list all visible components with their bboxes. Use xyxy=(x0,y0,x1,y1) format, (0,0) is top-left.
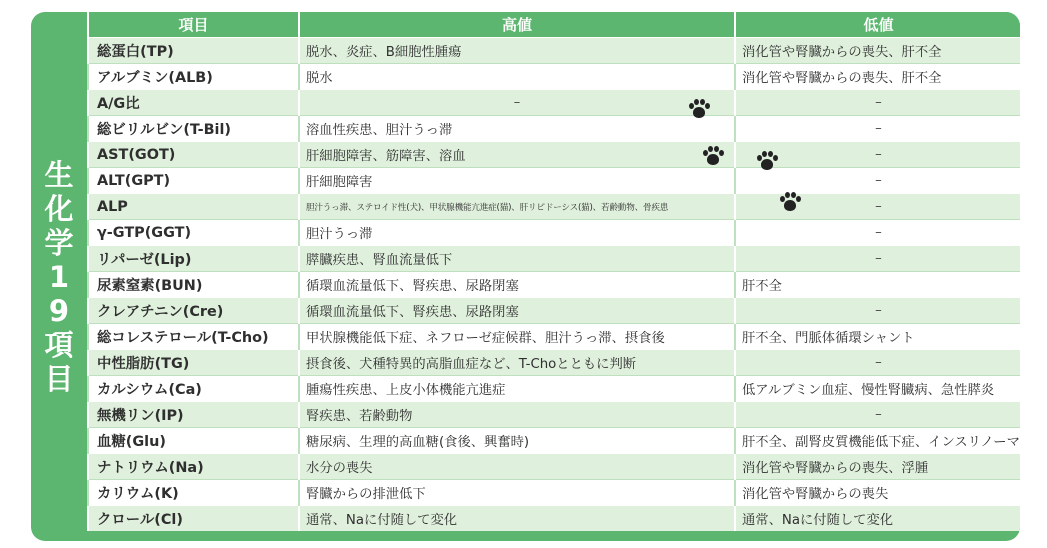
row-high-cell: 膵臓疾患、腎血流量低下 xyxy=(299,246,735,272)
paw-print-icon xyxy=(779,191,801,213)
row-low-cell: 消化管や腎臓からの喪失、浮腫 xyxy=(735,454,1020,480)
header-high: 高値 xyxy=(299,12,735,38)
table-row xyxy=(88,402,1020,428)
row-high-cell: 脱水、炎症、B細胞性腫瘍 xyxy=(299,38,735,64)
row-low-cell: 肝不全、門脈体循環シャント xyxy=(735,324,1020,350)
row-low-cell: 肝不全 xyxy=(735,272,1020,298)
table-body xyxy=(88,38,1020,532)
row-low-cell: – xyxy=(735,168,1020,194)
row-low-cell: – xyxy=(735,402,1020,428)
table-row xyxy=(88,480,1020,506)
row-item-cell: カルシウム(Ca) xyxy=(88,376,299,402)
table-row xyxy=(88,90,1020,116)
row-low-cell: 肝不全、副腎皮質機能低下症、インスリノーマ xyxy=(735,428,1020,454)
table-row xyxy=(88,142,1020,168)
row-item-cell: 尿素窒素(BUN) xyxy=(88,272,299,298)
table-row xyxy=(88,298,1020,324)
table-row xyxy=(88,168,1020,194)
row-item-cell: 中性脂肪(TG) xyxy=(88,350,299,376)
table-row xyxy=(88,246,1020,272)
table-row xyxy=(88,376,1020,402)
row-high-cell: 循環血流量低下、腎疾患、尿路閉塞 xyxy=(299,298,735,324)
row-high-cell: 肝細胞障害、筋障害、溶血 xyxy=(299,142,735,168)
row-item-cell: 総コレステロール(T-Cho) xyxy=(88,324,299,350)
row-item-cell: カリウム(K) xyxy=(88,480,299,506)
row-low-cell: 消化管や腎臓からの喪失、肝不全 xyxy=(735,64,1020,90)
row-high-cell: 肝細胞障害 xyxy=(299,168,735,194)
table-row xyxy=(88,220,1020,246)
biochem-table xyxy=(87,12,1020,531)
header-item: 項目 xyxy=(88,12,299,38)
row-low-cell: 通常、Naに付随して変化 xyxy=(735,506,1020,532)
row-high-cell: 糖尿病、生理的高血糖(食後、興奮時) xyxy=(299,428,735,454)
row-high-cell: 摂食後、犬種特異的高脂血症など、T-Choとともに判断 xyxy=(299,350,735,376)
side-header xyxy=(31,12,87,541)
row-high-cell: 通常、Naに付随して変化 xyxy=(299,506,735,532)
table-row xyxy=(88,64,1020,90)
side-title: 生化学19項目 xyxy=(44,157,74,396)
row-item-cell: 無機リン(IP) xyxy=(88,402,299,428)
row-item-cell: 総ビリルビン(T-Bil) xyxy=(88,116,299,142)
row-high-cell: 水分の喪失 xyxy=(299,454,735,480)
row-high-cell: 循環血流量低下、腎疾患、尿路閉塞 xyxy=(299,272,735,298)
table-row xyxy=(88,272,1020,298)
table-row xyxy=(88,324,1020,350)
table-row xyxy=(88,38,1020,64)
row-item-cell: 血糖(Glu) xyxy=(88,428,299,454)
row-low-cell: 消化管や腎臓からの喪失 xyxy=(735,480,1020,506)
row-item-cell: γ-GTP(GGT) xyxy=(88,220,299,246)
row-high-cell: 甲状腺機能低下症、ネフローゼ症候群、胆汁うっ滞、摂食後 xyxy=(299,324,735,350)
header-row xyxy=(88,12,1020,38)
row-high-cell: 脱水 xyxy=(299,64,735,90)
row-high-cell: – xyxy=(299,90,735,116)
table-row xyxy=(88,116,1020,142)
row-low-cell: 消化管や腎臓からの喪失、肝不全 xyxy=(735,38,1020,64)
row-low-cell: 低アルブミン血症、慢性腎臓病、急性膵炎 xyxy=(735,376,1020,402)
row-item-cell: ALP xyxy=(88,194,299,220)
table-row xyxy=(88,428,1020,454)
row-low-cell: – xyxy=(735,220,1020,246)
row-item-cell: アルブミン(ALB) xyxy=(88,64,299,90)
row-item-cell: A/G比 xyxy=(88,90,299,116)
row-low-cell: – xyxy=(735,142,1020,168)
table-row xyxy=(88,350,1020,376)
table-row xyxy=(88,194,1020,220)
header-low: 低値 xyxy=(735,12,1020,38)
row-high-cell: 溶血性疾患、胆汁うっ滞 xyxy=(299,116,735,142)
row-low-cell: – xyxy=(735,298,1020,324)
row-low-cell: – xyxy=(735,194,1020,220)
table-row xyxy=(88,506,1020,532)
row-low-cell: – xyxy=(735,246,1020,272)
row-high-cell: 腫瘍性疾患、上皮小体機能亢進症 xyxy=(299,376,735,402)
row-item-cell: ナトリウム(Na) xyxy=(88,454,299,480)
row-item-cell: 総蛋白(TP) xyxy=(88,38,299,64)
table-row xyxy=(88,454,1020,480)
row-high-cell: 胆汁うっ滞 xyxy=(299,220,735,246)
row-high-cell: 腎疾患、若齢動物 xyxy=(299,402,735,428)
row-item-cell: リパーゼ(Lip) xyxy=(88,246,299,272)
paw-print-icon xyxy=(756,150,778,172)
row-low-cell: – xyxy=(735,90,1020,116)
biochem-table-panel xyxy=(31,12,1020,541)
row-item-cell: AST(GOT) xyxy=(88,142,299,168)
row-item-cell: クロール(Cl) xyxy=(88,506,299,532)
row-low-cell: – xyxy=(735,350,1020,376)
paw-print-icon xyxy=(702,145,724,167)
row-high-cell: 胆汁うっ滞、ステロイド性(犬)、甲状腺機能亢進症(猫)、肝リピドーシス(猫)、若齢動物、骨疾患 xyxy=(299,194,735,220)
paw-print-icon xyxy=(688,98,710,120)
row-high-cell: 腎臓からの排泄低下 xyxy=(299,480,735,506)
row-item-cell: クレアチニン(Cre) xyxy=(88,298,299,324)
row-item-cell: ALT(GPT) xyxy=(88,168,299,194)
row-low-cell: – xyxy=(735,116,1020,142)
